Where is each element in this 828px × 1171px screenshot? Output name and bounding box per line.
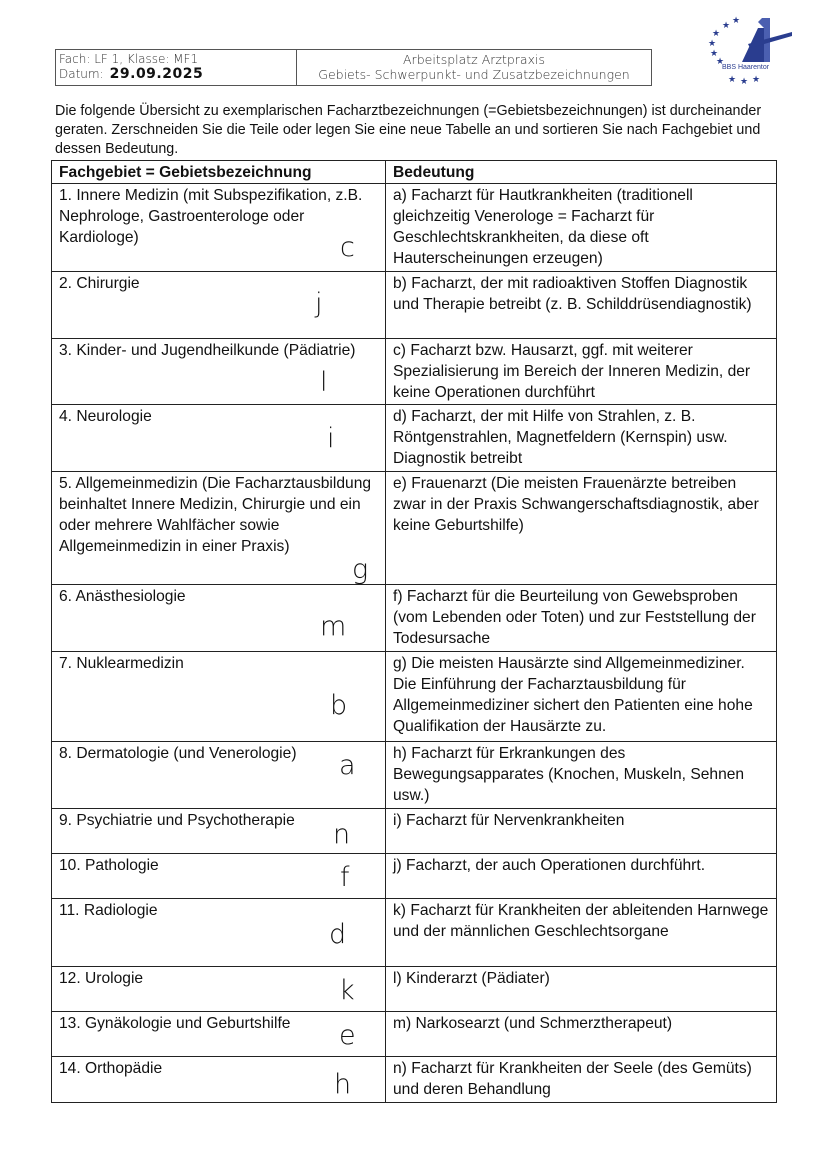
bedeutung-text: h) Facharzt für Erkrankungen des Bewegungsapparates (Knochen, Muskeln, Sehnen usw.) <box>393 745 745 804</box>
bedeutung-cell <box>386 1012 777 1057</box>
bedeutung-cell <box>386 967 777 1012</box>
fachgebiet-cell <box>52 854 386 899</box>
svg-text:★: ★ <box>752 75 761 85</box>
fachgebiet-text: 7. Nuklearmedizin <box>59 655 184 672</box>
datum-value: 29.09.2025 <box>109 66 204 82</box>
datum-label: Datum: <box>59 67 104 81</box>
bedeutung-cell <box>386 1057 777 1103</box>
handwritten-answer: h <box>334 1069 352 1100</box>
bedeutung-text: l) Kinderarzt (Pädiater) <box>393 970 550 987</box>
table-header-row <box>52 161 777 184</box>
table-row <box>52 585 777 652</box>
bedeutung-text: b) Facharzt, der mit radioaktiven Stoffen Diagnostik und Therapie betreibt (z. B. Schilddrüsendiagnostik) <box>393 275 752 313</box>
intro-text: Die folgende Übersicht zu exemplarischen Facharztbezeichnungen (=Gebietsbezeichnungen) ist durcheinander geraten. Zerschneiden Sie die Teile oder legen Sie eine neue Tabelle an und sortieren Sie nach Fachgebiet und dessen Bedeutung. <box>55 103 762 157</box>
table-row <box>52 1012 777 1057</box>
fachgebiet-cell <box>52 742 386 809</box>
header-fach: Fach: LF 1, Klasse: MF1 <box>59 52 199 66</box>
svg-text:★: ★ <box>732 16 741 26</box>
fachgebiet-cell <box>52 339 386 405</box>
handwritten-answer: k <box>339 975 355 1006</box>
header-title <box>297 50 651 85</box>
header-box <box>55 49 652 86</box>
header-title-line1: Arbeitsplatz Arztpraxis <box>403 52 545 67</box>
table-row <box>52 405 777 472</box>
fachgebiet-text: 14. Orthopädie <box>59 1060 163 1077</box>
fachgebiet-cell <box>52 899 386 967</box>
fachgebiet-cell <box>52 585 386 652</box>
bedeutung-cell <box>386 899 777 967</box>
fachgebiet-text: 9. Psychiatrie und Psychotherapie <box>59 812 295 829</box>
fachgebiet-cell <box>52 1012 386 1057</box>
svg-text:★: ★ <box>740 77 749 87</box>
table-row <box>52 1057 777 1103</box>
handwritten-answer: b <box>330 690 348 721</box>
bedeutung-text: n) Facharzt für Krankheiten der Seele (des Gemüts) und deren Behandlung <box>393 1060 752 1098</box>
school-logo <box>700 14 795 89</box>
fachgebiet-text: 4. Neurologie <box>59 408 152 425</box>
fachgebiet-text: 11. Radiologie <box>59 902 158 919</box>
fachgebiet-text: 5. Allgemeinmedizin (Die Facharztausbildung beinhaltet Innere Medizin, Chirurgie und ein oder mehrere Wahlfächer sowie Allgemeinmedizin in einer Praxis) <box>59 475 372 555</box>
table-row <box>52 809 777 854</box>
handwritten-answer: e <box>339 1020 356 1051</box>
handwritten-answer: a <box>339 750 356 781</box>
svg-text:★: ★ <box>710 49 719 59</box>
fachgebiet-cell <box>52 184 386 272</box>
handwritten-answer: m <box>320 611 347 642</box>
handwritten-answer: d <box>329 919 347 950</box>
bedeutung-cell <box>386 339 777 405</box>
col-header-bedeutung: Bedeutung <box>386 161 777 184</box>
handwritten-answer: l <box>320 367 328 398</box>
bedeutung-text: k) Facharzt für Krankheiten der ableitenden Harnwege und der männlichen Geschlechtsorgane <box>393 902 769 940</box>
fachgebiet-cell <box>52 1057 386 1103</box>
bedeutung-text: g) Die meisten Hausärzte sind Allgemeinmediziner. Die Einführung der Facharztausbildung für Allgemeinmediziner sichert den Patienten eine hohe Qualifikation der Hausärzte zu. <box>393 655 753 735</box>
svg-text:★: ★ <box>722 21 731 31</box>
bedeutung-cell <box>386 854 777 899</box>
bedeutung-text: d) Facharzt, der mit Hilfe von Strahlen, z. B. Röntgenstrahlen, Magnetfeldern (Kernspin) usw. Diagnostik betreibt <box>393 408 728 467</box>
bedeutung-cell <box>386 742 777 809</box>
fachgebiet-text: 3. Kinder- und Jugendheilkunde (Pädiatrie) <box>59 342 356 359</box>
header-datum <box>59 67 293 82</box>
svg-text:★: ★ <box>728 75 737 85</box>
bedeutung-cell <box>386 184 777 272</box>
fachgebiet-text: 13. Gynäkologie und Geburtshilfe <box>59 1015 291 1032</box>
bedeutung-text: j) Facharzt, der auch Operationen durchführt. <box>393 857 706 874</box>
bedeutung-text: a) Facharzt für Hautkrankheiten (traditionell gleichzeitig Venerologe = Facharzt für Geschlechtskrankheiten, da diese oft Hauterscheinungen erzeugen) <box>393 187 693 267</box>
table-row <box>52 472 777 585</box>
bedeutung-text: c) Facharzt bzw. Hausarzt, ggf. mit weiterer Spezialisierung im Bereich der Inneren Medizin, der keine Operationen durchführt <box>393 342 751 401</box>
table-row <box>52 899 777 967</box>
bedeutung-text: m) Narkosearzt (und Schmerztherapeut) <box>393 1015 673 1032</box>
bedeutung-cell <box>386 652 777 742</box>
handwritten-answer: c <box>340 232 355 263</box>
bedeutung-text: i) Facharzt für Nervenkrankheiten <box>393 812 625 829</box>
header-meta <box>56 50 297 85</box>
fachgebiet-text: 1. Innere Medizin (mit Subspezifikation, z.B. Nephrologe, Gastroenterologe oder Kardiologe) <box>59 187 363 246</box>
table-row <box>52 854 777 899</box>
logo-label: BBS Haarentor <box>722 64 770 71</box>
handwritten-answer: g <box>352 554 369 585</box>
bedeutung-cell <box>386 405 777 472</box>
fachgebiet-text: 12. Urologie <box>59 970 144 987</box>
bedeutung-cell <box>386 472 777 585</box>
fachgebiet-cell <box>52 809 386 854</box>
fachgebiet-cell <box>52 472 386 585</box>
fachgebiet-text: 6. Anästhesiologie <box>59 588 186 605</box>
svg-text:★: ★ <box>708 39 717 49</box>
bedeutung-text: f) Facharzt für die Beurteilung von Gewebsproben (vom Lebenden oder Toten) und zur Feststellung der Todesursache <box>393 588 756 647</box>
table-row <box>52 339 777 405</box>
header-title-line2: Gebiets- Schwerpunkt- und Zusatzbezeichnungen <box>318 67 630 82</box>
handwritten-answer: f <box>340 862 350 893</box>
handwritten-answer: j <box>315 288 323 319</box>
fachgebiet-cell <box>52 272 386 339</box>
fachgebiet-table <box>51 160 777 1103</box>
fachgebiet-cell <box>52 967 386 1012</box>
fachgebiet-text: 2. Chirurgie <box>59 275 140 292</box>
table-row <box>52 742 777 809</box>
handwritten-answer: i <box>327 423 335 454</box>
bedeutung-cell <box>386 585 777 652</box>
col-header-fachgebiet: Fachgebiet = Gebietsbezeichnung <box>52 161 386 184</box>
fachgebiet-cell <box>52 652 386 742</box>
table-row <box>52 652 777 742</box>
bedeutung-cell <box>386 809 777 854</box>
svg-text:★: ★ <box>716 57 725 67</box>
fachgebiet-text: 8. Dermatologie (und Venerologie) <box>59 745 297 762</box>
bedeutung-cell <box>386 272 777 339</box>
table-row <box>52 184 777 272</box>
fachgebiet-cell <box>52 405 386 472</box>
table-row <box>52 272 777 339</box>
table-row <box>52 967 777 1012</box>
handwritten-answer: n <box>333 819 351 850</box>
fachgebiet-text: 10. Pathologie <box>59 857 159 874</box>
bedeutung-text: e) Frauenarzt (Die meisten Frauenärzte betreiben zwar in der Praxis Schwangerschaftsdiagnostik, aber keine Geburtshilfe) <box>393 475 759 534</box>
svg-text:★: ★ <box>712 29 721 39</box>
